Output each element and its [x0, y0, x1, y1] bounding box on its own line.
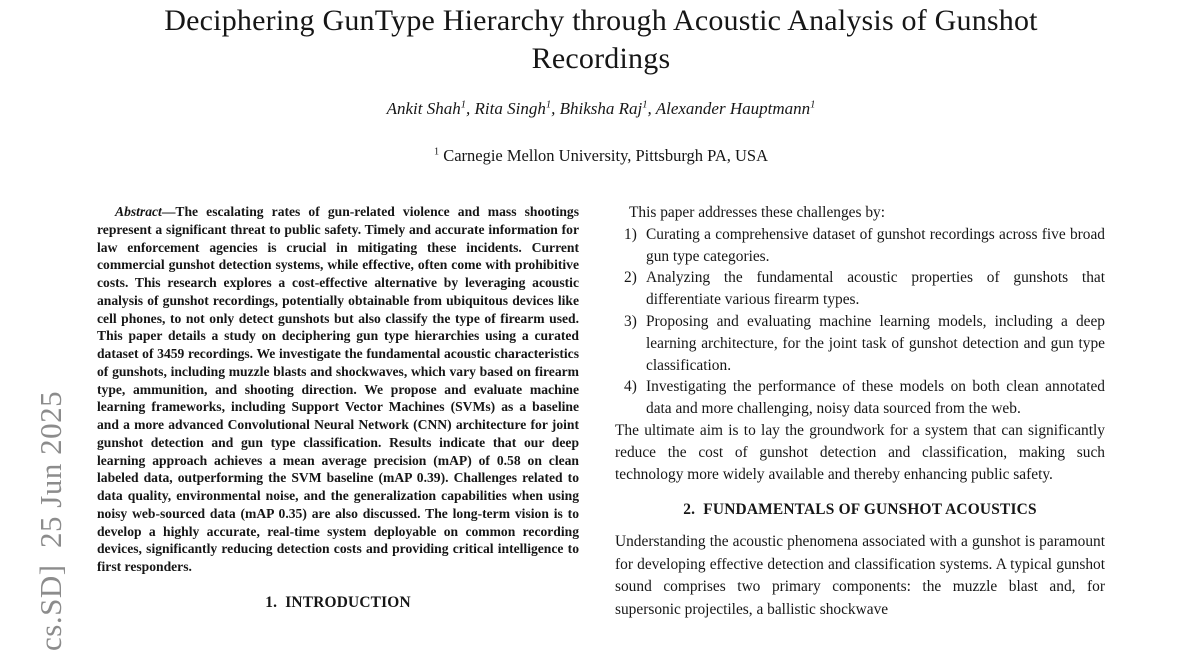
arxiv-banner: cs.SD] 25 Jun 2025 — [33, 390, 68, 651]
list-item-number: 3) — [624, 312, 637, 330]
right-column — [615, 202, 1105, 622]
lead-paragraph: This paper addresses these challenges by: — [629, 204, 885, 221]
section-2-paragraph: Understanding the acoustic phenomena associated with a gunshot is paramount for developing effective detection and classification systems. A typical gunshot sound comprises two primary components: the muzzle blast and, for supersonic projectiles, a ballistic shockwave — [615, 533, 1105, 618]
section-1-heading: 1. INTRODUCTION — [265, 593, 411, 611]
closing-paragraph: The ultimate aim is to lay the groundwork for a system that can significantly reduce the cost of gunshot detection and classification, making such technology more widely available and thereby enhancing public safety. — [615, 421, 1105, 483]
list-item-text: Proposing and evaluating machine learning models, including a deep learning architecture, for the joint task of gunshot detection and gun type classification. — [646, 312, 1105, 374]
list-item-text: Investigating the performance of these models on both clean annotated data and more challenging, noisy data sourced from the web. — [646, 378, 1105, 418]
abstract-paragraph — [97, 203, 579, 576]
author-name: Rita Singh — [474, 99, 546, 118]
abstract-text: —The escalating rates of gun-related violence and mass shootings represent a significant threat to public safety. Timely and accurate information for law enforcement agencies is crucial in mitigating these incidents. Current commercial gunshot detection systems, while effective, often come with prohibitive costs. This research explores a cost-effective alternative by leveraging acoustic analysis of gunshot recordings, potentially obtainable from ubiquitous devices like cell phones, to not only detect gunshots but also classify the type of firearm used. This paper details a study on deciphering gun type hierarchies using a curated dataset of 3459 recordings. We investigate the fundamental acoustic characteristics of gunshots, including muzzle blasts and shockwaves, which vary based on firearm type, ammunition, and shooting direction. We propose and evaluate machine learning frameworks, including Support Vector Machines (SVMs) as a baseline and a more advanced Convolutional Neural Network (CNN) architecture for joint gunshot detection and gun type classification. Results indicate that our deep learning approach achieves a mean average precision (mAP) of 0.58 on clean labeled data, outperforming the SVM baseline (mAP 0.39). Challenges related to data quality, environmental noise, and the generalization capabilities when using noisy web-sourced data (mAP 0.35) are also discussed. The long-term vision is to develop a highly accurate, real-time system deployable on common recording devices, significantly reducing detection costs and providing critical intelligence to first responders. — [97, 204, 579, 574]
author-superscript: 1 — [642, 99, 648, 111]
author-superscript: 1 — [545, 99, 552, 111]
left-column — [97, 203, 579, 612]
list-item-number: 2) — [624, 269, 637, 287]
affiliation-superscript: 1 — [433, 146, 440, 158]
authors-line: Ankit Shah$^1$, Rita Singh$^1$, Bhiksha Raj$^1$, Alexander Hauptmann$^1$ — [386, 99, 816, 118]
paper-title: Deciphering GunType Hierarchy through Acoustic Analysis of Gunshot Recordings — [164, 4, 1038, 75]
affiliation-text: Carnegie Mellon University, Pittsburgh PA, USA — [439, 146, 769, 165]
list-item-text: Curating a comprehensive dataset of gunshot recordings across five broad gun type categories. — [646, 225, 1105, 265]
list-item — [615, 267, 1105, 311]
author-superscript: 1 — [810, 99, 816, 111]
list-item — [615, 224, 1105, 268]
list-item — [615, 311, 1105, 376]
affiliation-line — [97, 146, 1105, 166]
abstract-label: Abstract — [115, 204, 162, 219]
list-item-number: 1) — [624, 225, 637, 243]
author-name: Bhiksha Raj — [559, 99, 643, 118]
author-name: Ankit Shah — [386, 99, 461, 118]
list-item — [615, 376, 1105, 420]
section-2-heading: 2. FUNDAMENTALS OF GUNSHOT ACOUSTICS — [683, 501, 1037, 519]
list-item-number: 4) — [624, 378, 637, 396]
author-superscript: 1 — [460, 99, 467, 111]
author-name: Alexander Hauptmann — [655, 99, 811, 118]
contributions-list — [615, 224, 1105, 420]
list-item-text: Analyzing the fundamental acoustic properties of gunshots that differentiate various firearm types. — [646, 269, 1105, 309]
